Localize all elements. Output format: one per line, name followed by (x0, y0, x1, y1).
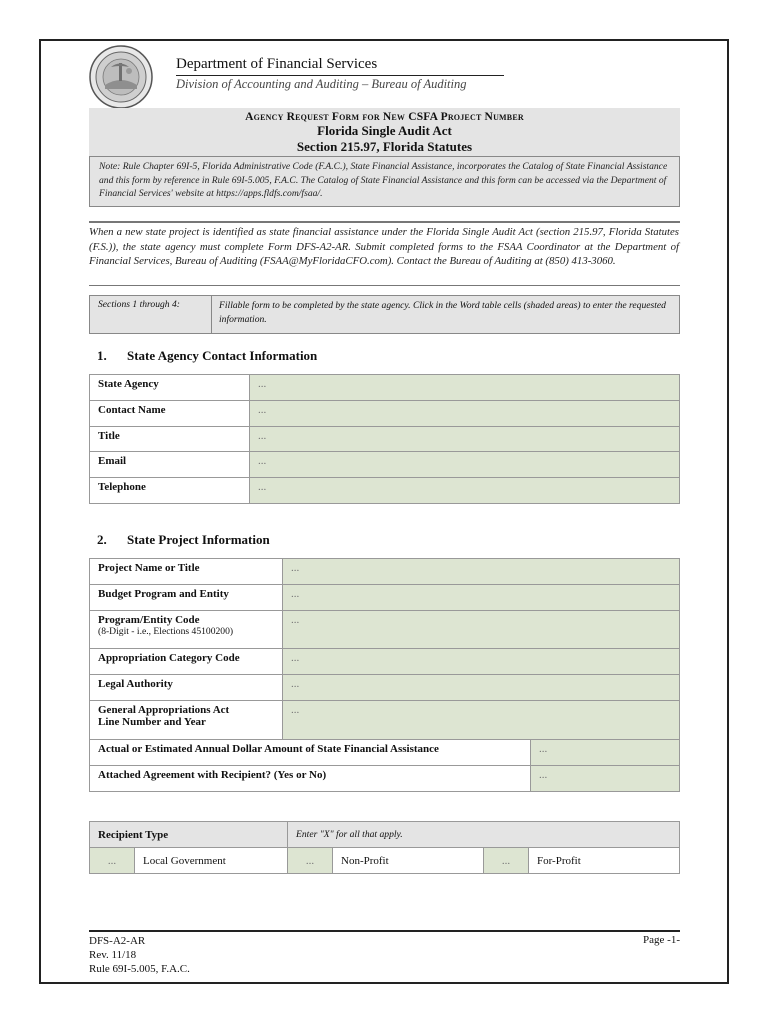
field-label: State Agency (90, 375, 250, 401)
gaa-label-line2: Line Number and Year (98, 716, 206, 728)
contact-name-input[interactable]: ... (250, 401, 680, 427)
table-row (90, 375, 680, 401)
recipient-instruction: Enter "X" for all that apply. (288, 822, 680, 848)
legal-authority-input[interactable]: ... (283, 675, 680, 701)
field-label: Appropriation Category Code (90, 649, 283, 675)
form-id: DFS-A2-AR (89, 935, 146, 947)
division-subtitle: Division of Accounting and Auditing – Bureau of Auditing (176, 77, 467, 91)
local-government-checkbox[interactable]: ... (90, 848, 135, 874)
table-row (90, 848, 680, 874)
section2-number: 2. (97, 532, 107, 547)
field-label: Contact Name (90, 401, 250, 427)
gaa-label: General Appropriations Act (98, 704, 230, 716)
telephone-input[interactable]: ... (250, 478, 680, 504)
revision: Rev. 11/18 (89, 949, 137, 961)
header-divider (176, 75, 504, 76)
form-act: Florida Single Audit Act (317, 123, 452, 138)
section1-title: State Agency Contact Information (127, 348, 318, 363)
page-number: Page -1- (643, 934, 680, 946)
footer-divider (89, 930, 680, 932)
sections-note (89, 295, 680, 334)
budget-program-input[interactable]: ... (283, 585, 680, 611)
recipient-type-label: Recipient Type (90, 822, 288, 848)
state-agency-input[interactable]: ... (250, 375, 680, 401)
footer-info (89, 934, 190, 976)
section1-number: 1. (97, 348, 107, 363)
field-label: Legal Authority (90, 675, 283, 701)
table-row (90, 740, 680, 766)
appropriation-code-input[interactable]: ... (283, 649, 680, 675)
form-title: Agency Request Form for New CSFA Project Number (245, 111, 524, 123)
table-row (90, 585, 680, 611)
rule-reference: Rule 69I-5.005, F.A.C. (89, 963, 190, 975)
intro-divider-bottom (89, 285, 680, 286)
table-row (90, 649, 680, 675)
section1-heading (97, 348, 317, 364)
section2-title: State Project Information (127, 532, 270, 547)
field-label: Title (90, 427, 250, 452)
field-label: Budget Program and Entity (90, 585, 283, 611)
table-row (90, 427, 680, 452)
department-title: Department of Financial Services (176, 56, 378, 72)
non-profit-checkbox[interactable]: ... (288, 848, 333, 874)
gaa-line-input[interactable]: ... (283, 701, 680, 740)
table-row (90, 452, 680, 478)
table-row (90, 766, 680, 792)
for-profit-checkbox[interactable]: ... (484, 848, 529, 874)
table-row (90, 611, 680, 649)
table-row (90, 559, 680, 585)
form-statute: Section 215.97, Florida Statutes (296, 139, 473, 154)
rule-note: Note: Rule Chapter 69I-5, Florida Administrative Code (F.A.C.), State Financial Assistance, incorporates the Catalog of State Financial Assistance and this form by reference in Rule 69I-5.005, F.A.C. The Catalog of State Financial Assistance and this form can be accessed via the Department of Financial Services' website at https://apps.fldfs.com/fsaa/. (89, 156, 680, 207)
sections-note-text: Fillable form to be completed by the state agency. Click in the Word table cells (shaded areas) to enter the requested information. (219, 300, 666, 325)
table-row (90, 675, 680, 701)
section2-heading (97, 532, 270, 548)
email-input[interactable]: ... (250, 452, 680, 478)
option-label: For-Profit (529, 848, 680, 874)
sections-note-label: Sections 1 through 4: (90, 296, 212, 333)
intro-paragraph: When a new state project is identified as state financial assistance under the Florida Single Audit Act (section 215.97, Florida Statutes (F.S.)), the state agency must complete Form DFS-A2-AR. Submit completed forms to the FSAA Coordinator at the Department of Financial Services, Bureau of Auditing (FSAA@MyFloridaCFO.com). Contact the Bureau of Auditing at (850) 413-3060. (89, 226, 679, 268)
table-row (90, 822, 680, 848)
field-label: Telephone (90, 478, 250, 504)
program-code-label: Program/Entity Code (98, 614, 200, 626)
table-row (90, 701, 680, 740)
field-label: Attached Agreement with Recipient? (Yes or No) (90, 766, 531, 792)
table-row (90, 401, 680, 427)
program-code-input[interactable]: ... (283, 611, 680, 649)
state-seal-icon (89, 45, 153, 109)
recipient-type-table (89, 821, 680, 874)
field-label (90, 611, 283, 649)
program-code-hint: (8-Digit - i.e., Elections 45100200) (98, 626, 234, 637)
field-label: Email (90, 452, 250, 478)
title-input[interactable]: ... (250, 427, 680, 452)
form-title-box (89, 108, 680, 156)
field-label (90, 701, 283, 740)
agreement-input[interactable]: ... (531, 766, 680, 792)
table-row (90, 478, 680, 504)
dollar-amount-input[interactable]: ... (531, 740, 680, 766)
option-label: Non-Profit (333, 848, 484, 874)
intro-divider-top (89, 221, 680, 223)
project-name-input[interactable]: ... (283, 559, 680, 585)
field-label: Actual or Estimated Annual Dollar Amount of State Financial Assistance (90, 740, 531, 766)
field-label: Project Name or Title (90, 559, 283, 585)
agency-contact-table (89, 374, 680, 504)
project-info-table (89, 558, 680, 792)
option-label: Local Government (135, 848, 288, 874)
